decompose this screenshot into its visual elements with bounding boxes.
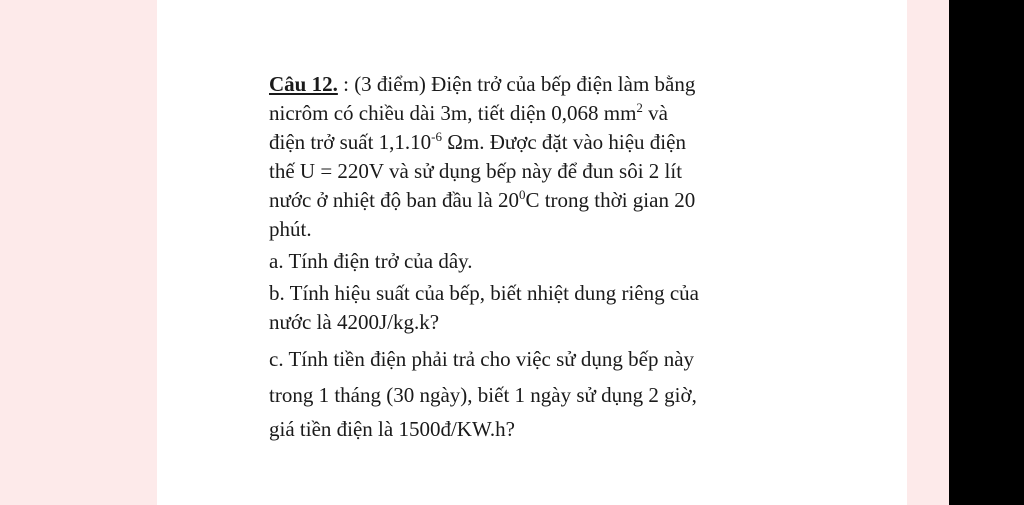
- question-line-4: thế U = 220V và sử dụng bếp này để đun sôi 2 lít: [269, 159, 683, 183]
- question-text-segment: Ωm. Được đặt vào hiệu điện: [442, 130, 686, 154]
- document-page: [157, 0, 907, 505]
- question-line-5: [269, 186, 814, 215]
- question-line-3: [269, 128, 814, 157]
- question-text-segment: điện trở suất 1,1.10: [269, 130, 432, 154]
- left-margin-panel: [0, 0, 157, 505]
- question-text: [269, 70, 814, 446]
- question-text-segment: C trong thời gian 20: [525, 188, 696, 212]
- exponent: -6: [431, 129, 443, 144]
- part-c-continuation-2: giá tiền điện là 1500đ/KW.h?: [269, 417, 515, 441]
- question-text-segment: nicrôm có chiều dài 3m, tiết diện 0,068 mm: [269, 101, 637, 125]
- question-line-6: phút.: [269, 217, 312, 241]
- part-b-continuation: nước là 4200J/kg.k?: [269, 310, 440, 334]
- question-line-2: [269, 99, 814, 128]
- exponent: 2: [636, 100, 643, 115]
- question-header-text: : (3 điểm) Điện trở của bếp điện làm bằng: [343, 72, 696, 96]
- part-a: a. Tính điện trở của dây.: [269, 249, 473, 273]
- part-c: c. Tính tiền điện phải trả cho việc sử dụng bếp này: [269, 347, 695, 371]
- question-label: Câu 12.: [269, 72, 338, 96]
- question-line-1: [269, 70, 814, 99]
- part-c-continuation: trong 1 tháng (30 ngày), biết 1 ngày sử dụng 2 giờ,: [269, 383, 697, 407]
- part-b: b. Tính hiệu suất của bếp, biết nhiệt dung riêng của: [269, 281, 699, 305]
- question-text-segment: và: [642, 101, 668, 125]
- exponent: 0: [518, 187, 526, 202]
- right-margin-panel: [907, 0, 949, 505]
- question-text-segment: nước ở nhiệt độ ban đầu là 20: [269, 188, 519, 212]
